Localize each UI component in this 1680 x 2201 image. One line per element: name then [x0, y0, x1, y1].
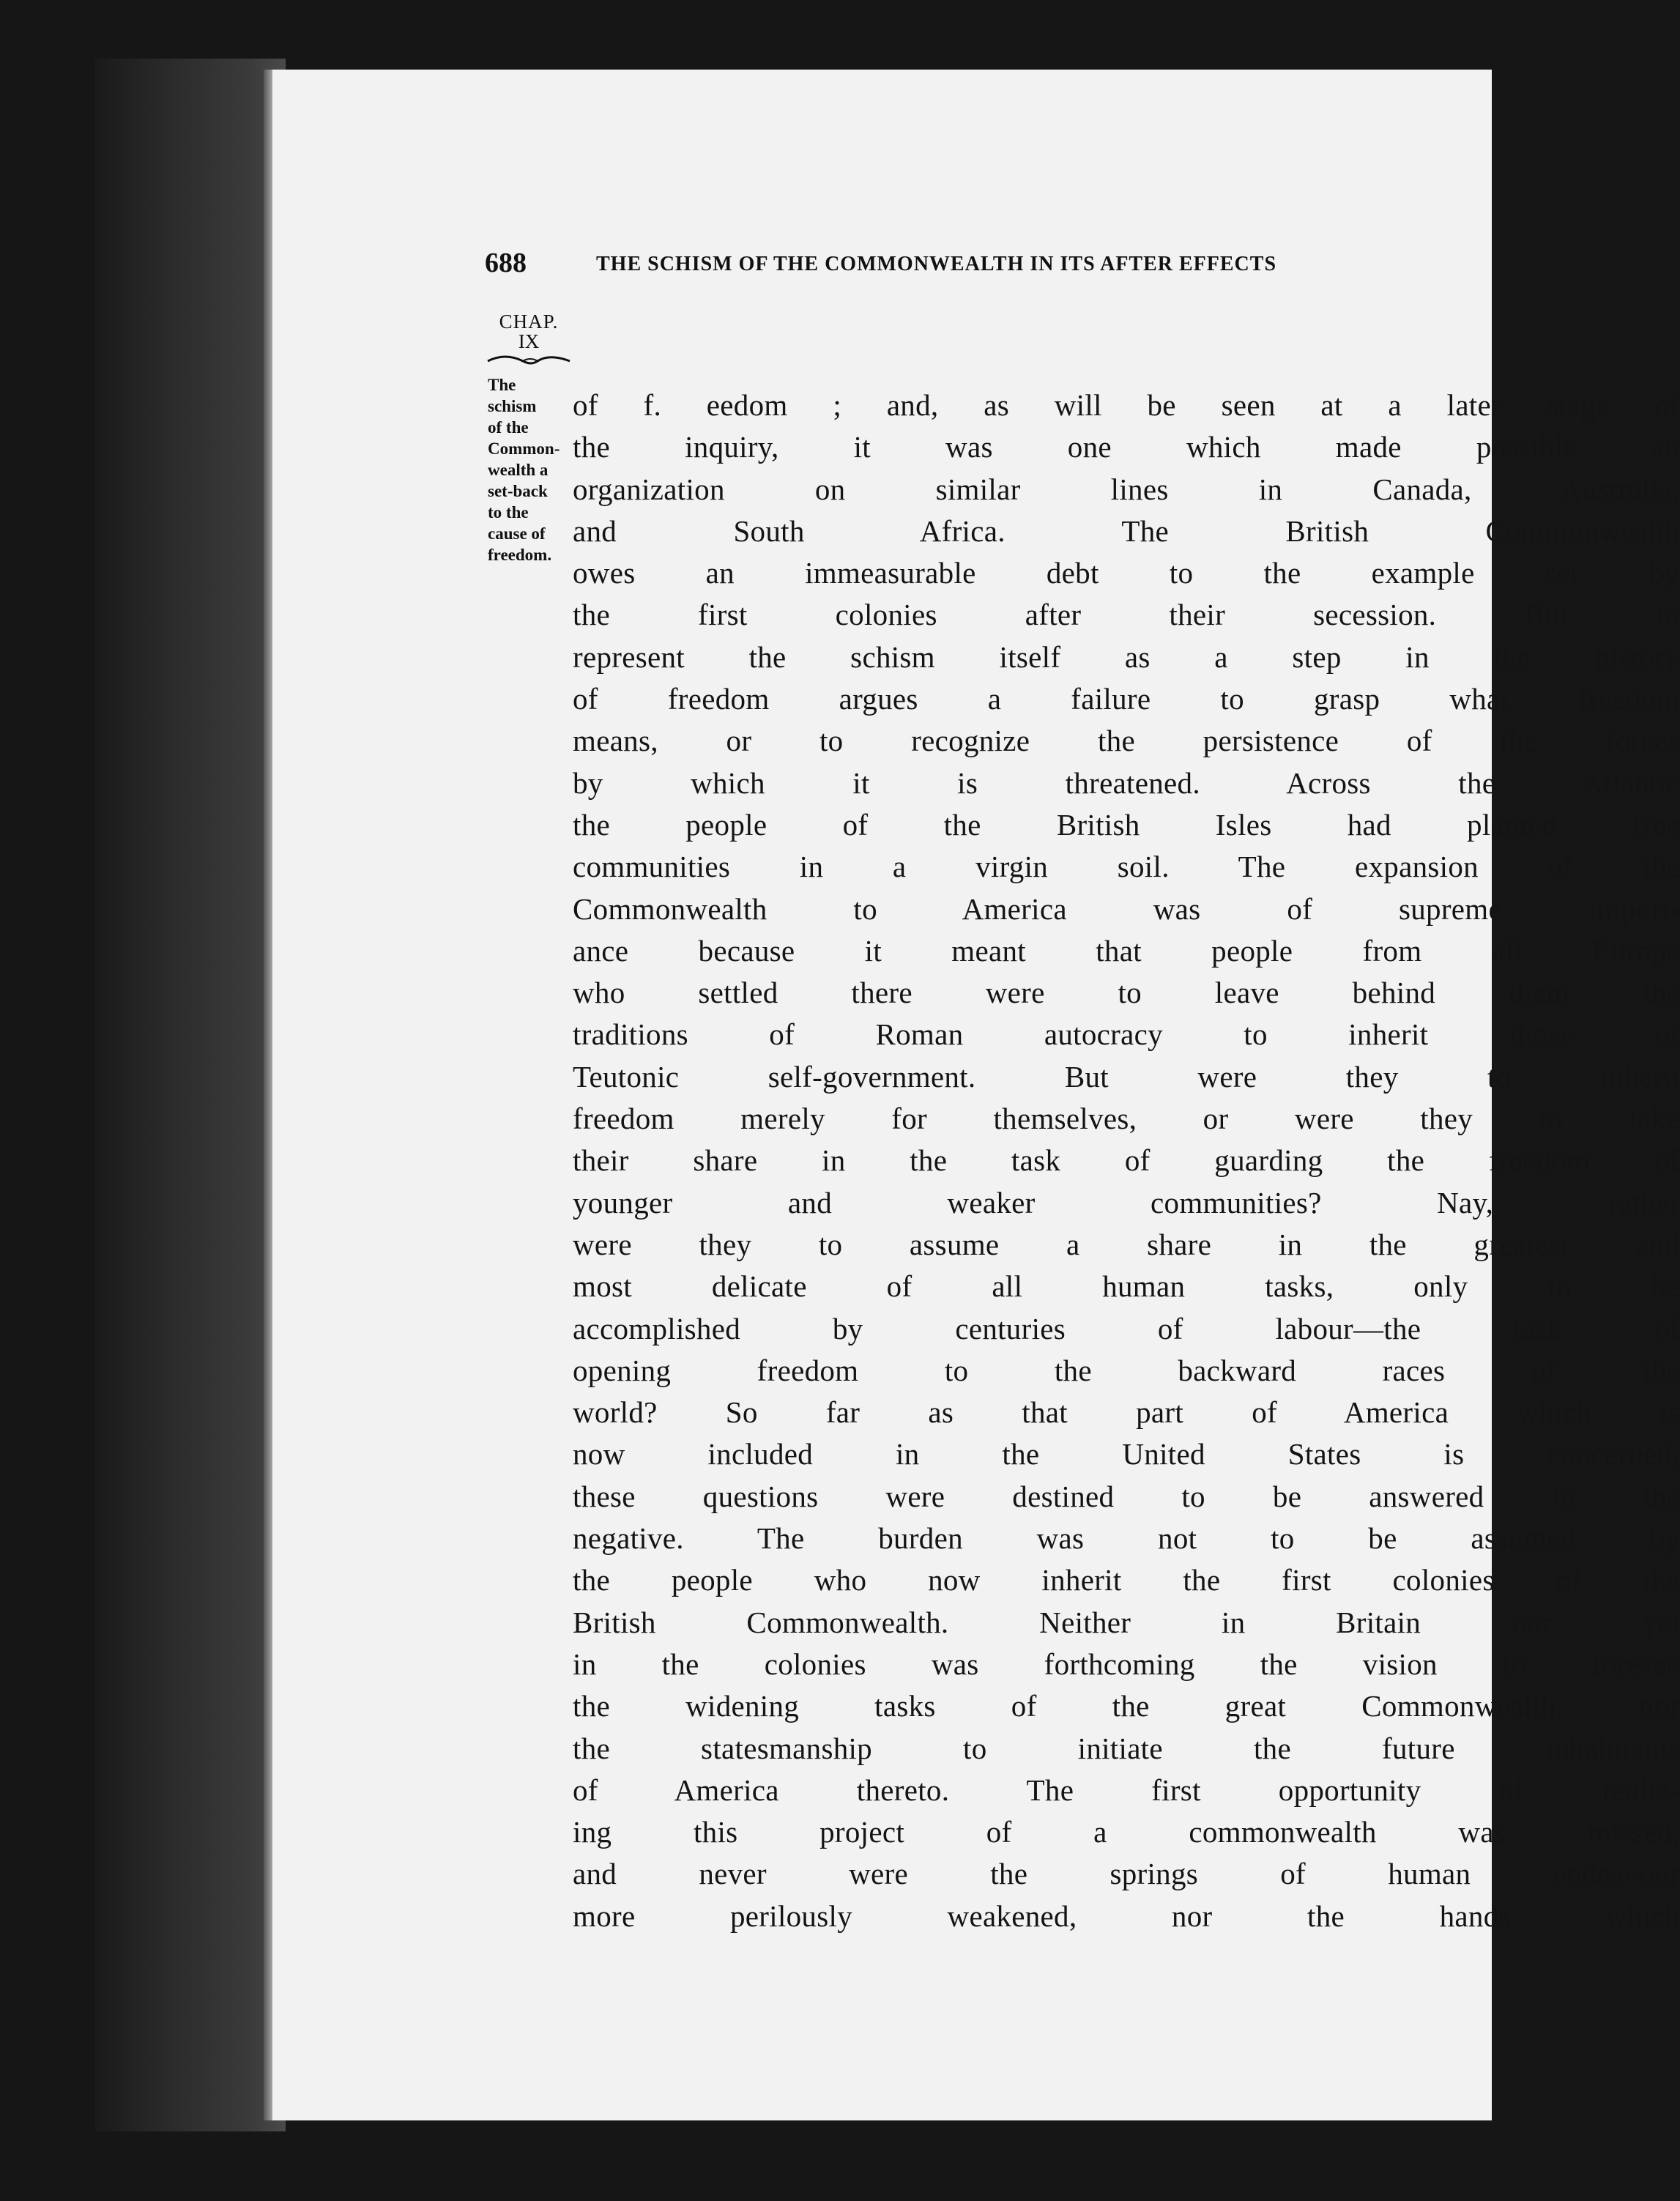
text-line: organization on similar lines in Canada, Australia,: [573, 472, 1680, 506]
text-line: by which it is threatened. Across the Atlantic: [573, 765, 1680, 800]
text-line: were they to assume a share in the greatest and: [573, 1227, 1680, 1261]
text-line: younger and weaker communities? Nay, rather: [573, 1185, 1680, 1220]
book-page: [272, 70, 1680, 2120]
sidenote-line: set-back: [488, 482, 548, 500]
margin-note: [477, 311, 580, 565]
text-line: the first colonies after their secession. But to: [573, 598, 1680, 632]
text-line: negative. The burden was not to be assumed by: [573, 1521, 1680, 1556]
sidenote-line: to the: [488, 503, 529, 522]
text-line: owes an immeasurable debt to the example set by: [573, 556, 1680, 590]
page-header: [272, 247, 1492, 283]
text-line: means, or to recognize the persistence of the forces: [573, 724, 1680, 758]
text-line: accomplished by centuries of labour—the task of: [573, 1311, 1680, 1346]
text-line: ance because it meant that people from all Europe: [573, 933, 1680, 968]
text-line: now included in the United States is concerned,: [573, 1437, 1680, 1471]
text-line: their share in the task of guarding the freedom of: [573, 1143, 1680, 1178]
text-line: ing this project of a commonwealth was missed,: [573, 1815, 1680, 1849]
book-gutter-shadow: [95, 59, 286, 2131]
sidenote-line: cause of: [488, 524, 546, 543]
text-line: opening freedom to the backward races of the: [573, 1353, 1680, 1387]
running-title: THE SCHISM OF THE COMMONWEALTH IN ITS AFTER EFFECTS: [596, 253, 1277, 275]
text-line: these questions were destined to be answered in the: [573, 1479, 1680, 1513]
text-line: Teutonic self-government. But were they to inherit: [573, 1059, 1680, 1094]
text-line: the people of the British Isles had planted free: [573, 807, 1680, 842]
flourish-ornament-icon: [485, 352, 573, 368]
text-line: world? So far as that part of America which is: [573, 1395, 1680, 1430]
text-line: the widening tasks of the great Commonwealth, nor: [573, 1689, 1680, 1723]
text-line: communities in a virgin soil. The expansion of the: [573, 850, 1680, 884]
sidenote-line: Common-: [488, 439, 560, 458]
chapter-label: CHAP.: [499, 311, 559, 333]
text-line: and never were the springs of human endeavour: [573, 1857, 1680, 1891]
text-line: of America thereto. The first opportunity of realiz-: [573, 1773, 1680, 1807]
text-line: British Commonwealth. Neither in Britain nor yet: [573, 1605, 1680, 1639]
sidenote-line: The: [488, 376, 516, 394]
text-line: who settled there were to leave behind them the: [573, 976, 1680, 1010]
text-line: Commonwealth to America was of supreme import-: [573, 891, 1680, 926]
text-line: and South Africa. The British Commonwealth: [573, 513, 1680, 548]
sidenote-line: freedom.: [488, 546, 552, 564]
text-line: the people who now inherit the first colonies of the: [573, 1563, 1680, 1597]
sidenote-line: wealth a: [488, 461, 549, 479]
text-line: more perilously weakened, nor the hands which: [573, 1898, 1680, 1933]
body-text: [573, 385, 1680, 1937]
text-line: freedom merely for themselves, or were they to take: [573, 1102, 1680, 1136]
text-line: represent the schism itself as a step in the history: [573, 639, 1680, 674]
text-line: the statesmanship to initiate the future inhabitants: [573, 1731, 1680, 1765]
text-line: in the colonies was forthcoming the vision to foresee: [573, 1647, 1680, 1681]
text-line: most delicate of all human tasks, only to be: [573, 1269, 1680, 1304]
text-line: of freedom argues a failure to grasp what freedom: [573, 682, 1680, 716]
text-line: traditions of Roman autocracy to inherit those of: [573, 1017, 1680, 1052]
sidenote-line: of the: [488, 418, 529, 437]
text-line: the inquiry, it was one which made possible an: [573, 430, 1680, 464]
page-number: 688: [485, 248, 527, 278]
chapter-number: IX: [518, 330, 540, 352]
text-line: of f. eedom ; and, as will be seen at a later stage of: [573, 388, 1680, 422]
sidenote: [477, 374, 580, 565]
sidenote-line: schism: [488, 397, 537, 415]
